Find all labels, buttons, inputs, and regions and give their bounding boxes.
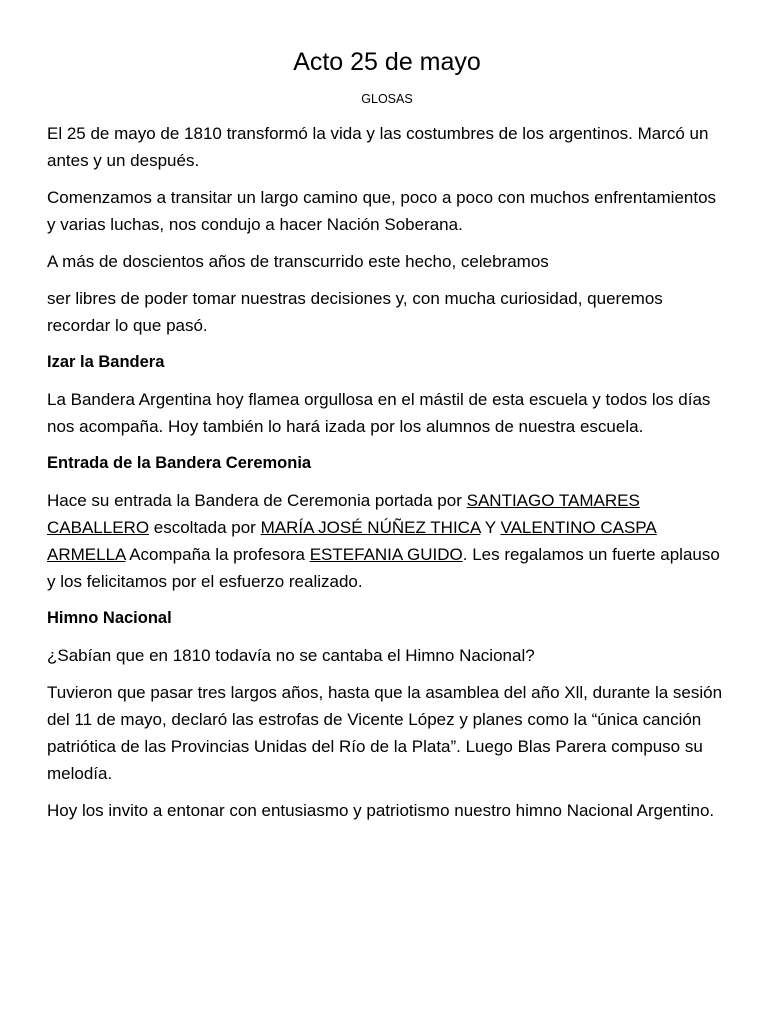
intro-paragraph-3: A más de doscientos años de transcurrido este hecho, celebramos xyxy=(47,252,549,271)
entrada-paragraph xyxy=(47,487,727,595)
intro-paragraph-1: El 25 de mayo de 1810 transformó la vida y las costumbres de los argentinos. Marcó un antes y un después. xyxy=(47,124,709,170)
student-name-2: MARÍA JOSÉ NÚÑEZ THICA xyxy=(260,518,481,537)
section-heading-izar: Izar la Bandera xyxy=(47,353,165,371)
student-name-1: SANTIAGO TAMARES CABALLERO xyxy=(47,491,640,537)
entrada-text-3: Y xyxy=(480,518,501,537)
student-name-3: VALENTINO CASPA ARMELLA xyxy=(47,518,657,564)
entrada-text-1: Hace su entrada la Bandera de Ceremonia portada por xyxy=(47,491,467,510)
himno-paragraph-3: Hoy los invito a entonar con entusiasmo y patriotismo nuestro himno Nacional Argentino. xyxy=(47,801,715,820)
entrada-text-5: . Les regalamos un fuerte aplauso y los felicitamos por el esfuerzo realizado. xyxy=(47,545,720,591)
entrada-text-4: Acompaña la profesora xyxy=(125,545,310,564)
entrada-text-2: escoltada por xyxy=(149,518,261,537)
izar-paragraph: La Bandera Argentina hoy flamea orgullosa en el mástil de esta escuela y todos los días nos acompaña. Hoy también lo hará izada por los alumnos de nuestra escuela. xyxy=(47,390,711,436)
intro-paragraph-2: Comenzamos a transitar un largo camino que, poco a poco con muchos enfrentamientos y varias luchas, nos condujo a hacer Nación Soberana. xyxy=(47,188,717,234)
himno-paragraph-2: Tuvieron que pasar tres largos años, hasta que la asamblea del año Xll, durante la sesión del 11 de mayo, declaró las estrofas de Vicente López y planes como la “única canción patriótica de las Provincias Unidas del Río de la Plata”. Luego Blas Parera compuso su melodía. xyxy=(47,683,723,783)
document-page xyxy=(47,44,727,834)
section-heading-entrada: Entrada de la Bandera Ceremonia xyxy=(47,454,312,472)
himno-paragraph-1: ¿Sabían que en 1810 todavía no se cantaba el Himno Nacional? xyxy=(47,646,535,665)
document-title: Acto 25 de mayo xyxy=(293,48,481,76)
teacher-name: ESTEFANIA GUIDO xyxy=(309,545,463,564)
intro-paragraph-4: ser libres de poder tomar nuestras decisiones y, con mucha curiosidad, queremos recordar lo que pasó. xyxy=(47,289,663,335)
document-subtitle: GLOSAS xyxy=(361,92,413,106)
section-heading-himno: Himno Nacional xyxy=(47,609,172,627)
